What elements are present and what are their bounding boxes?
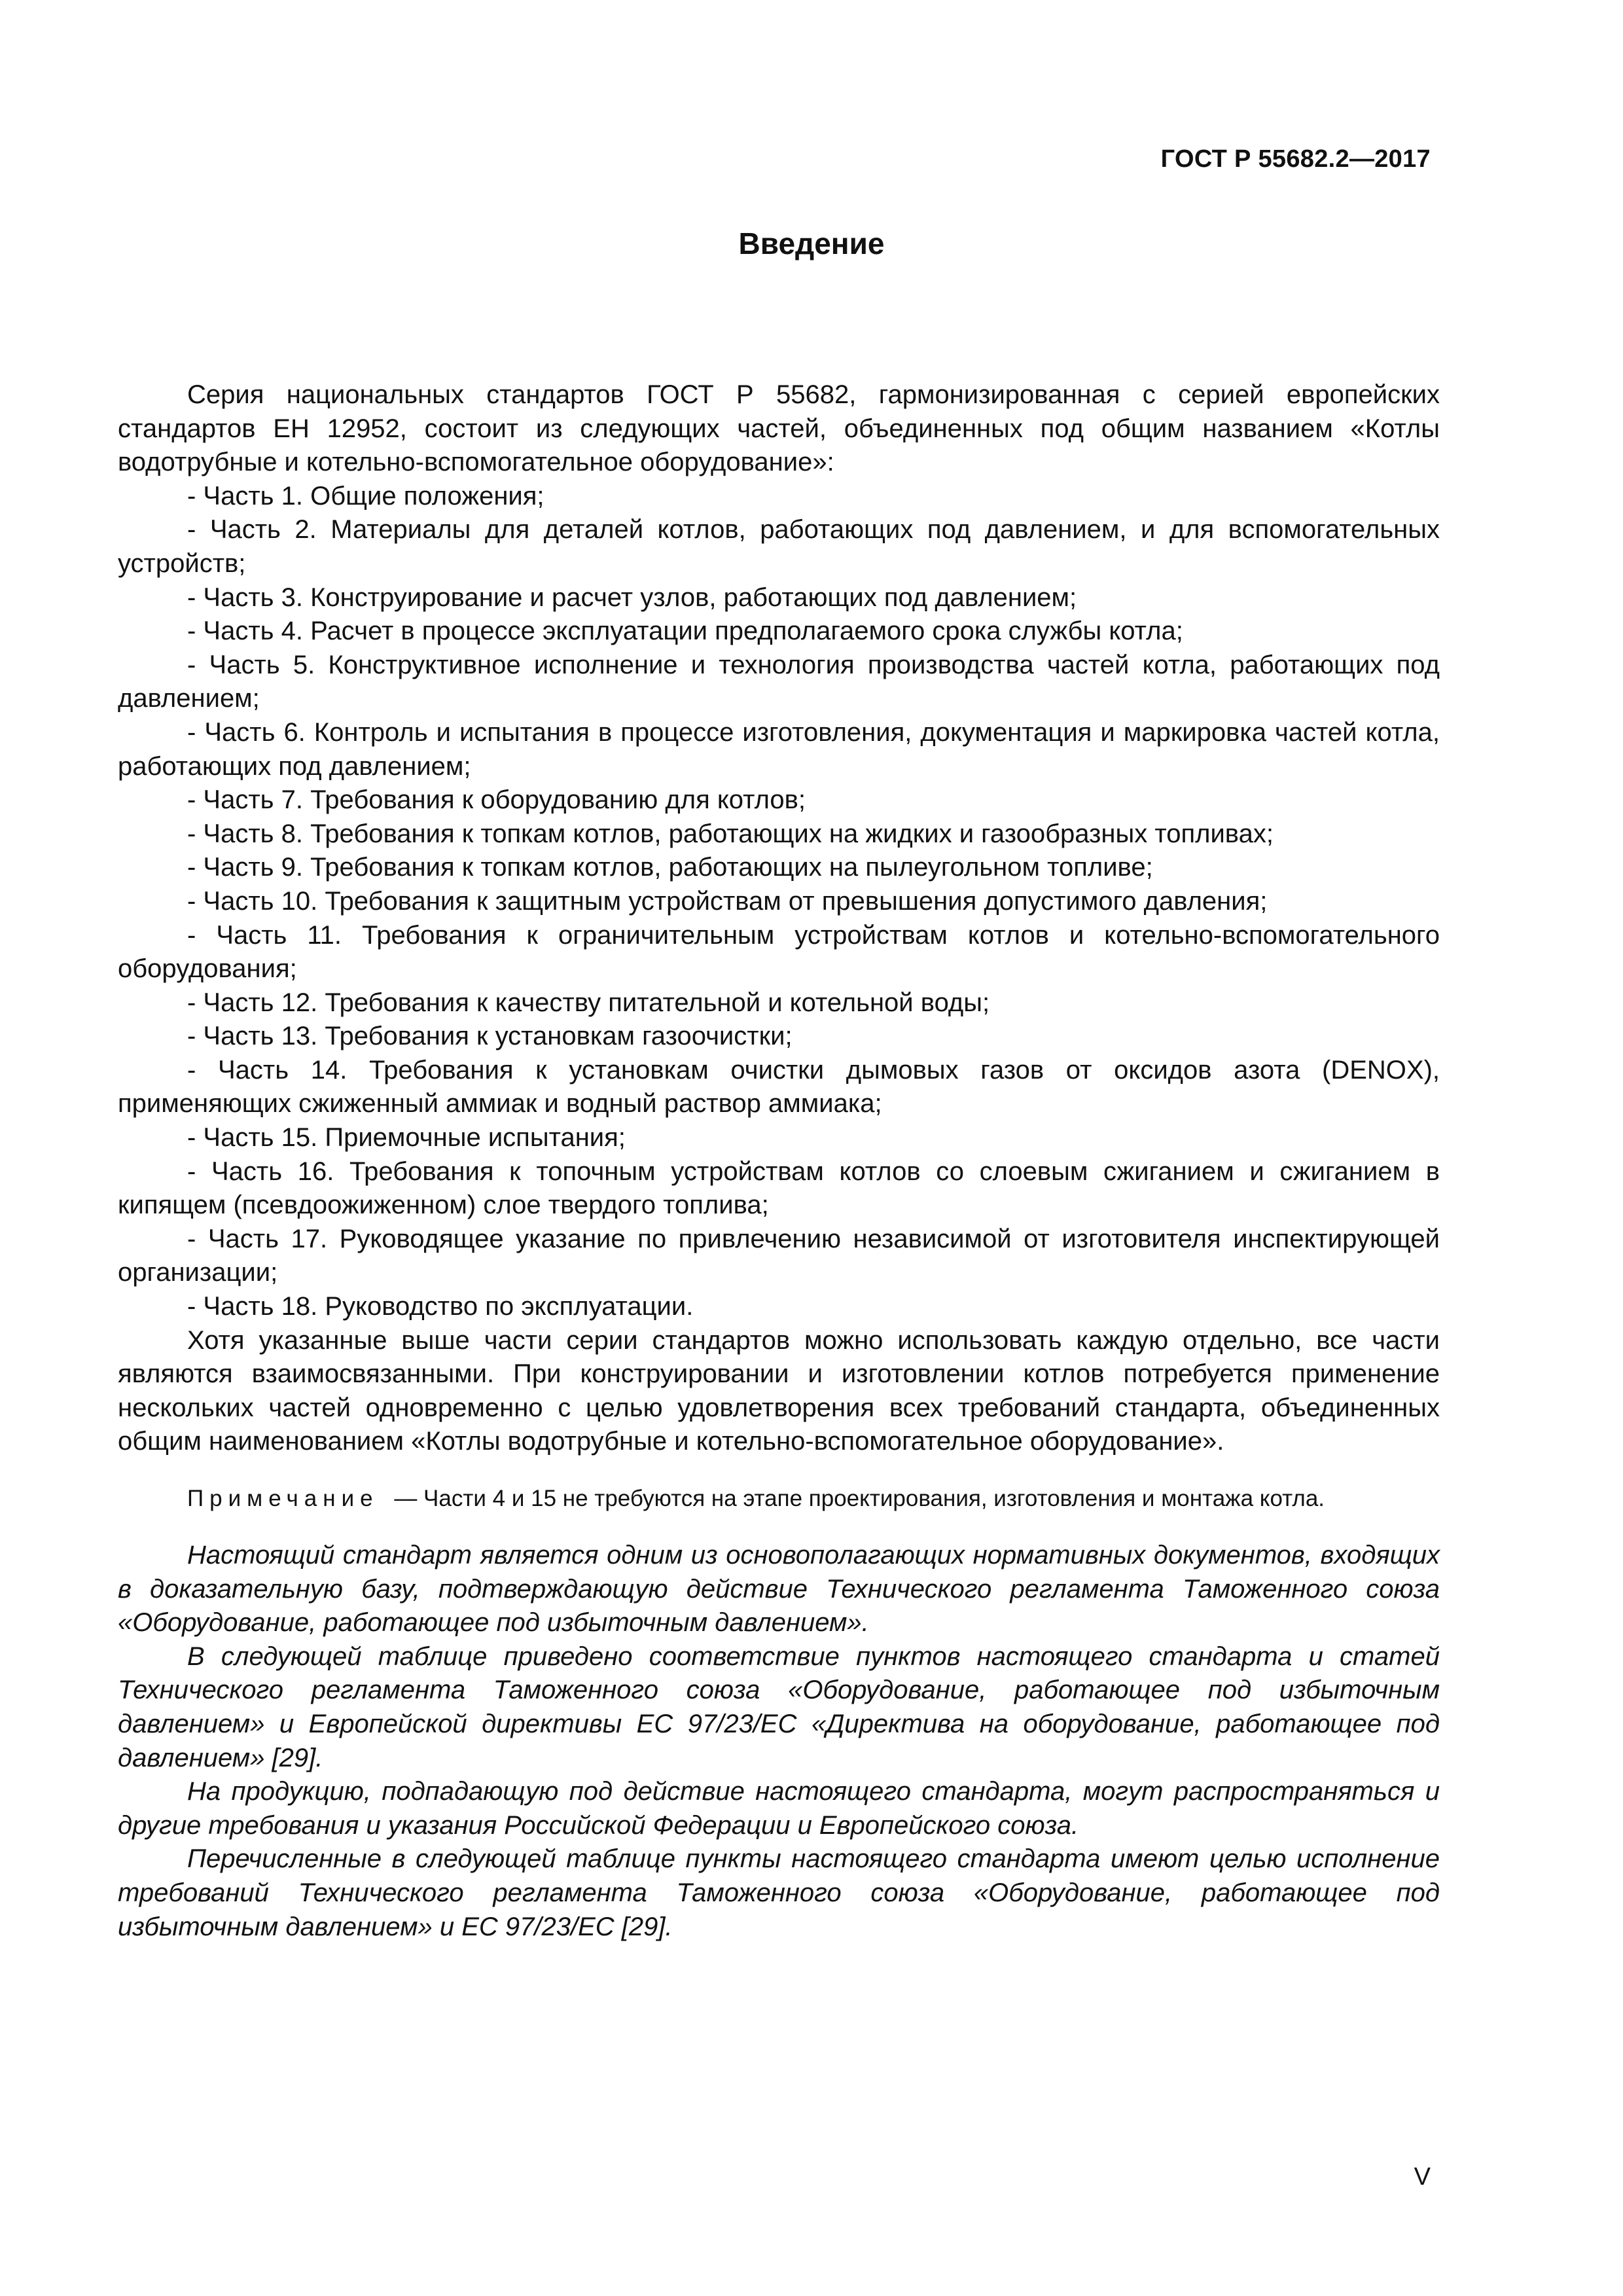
intro-paragraph: Серия национальных стандартов ГОСТ Р 55682, гармонизированная с серией европейских стандартов ЕН 12952, состоит из следующих частей, объединенных под общим названием «Котлы водотрубные и котельно-вспомогательное оборудование»: — [118, 380, 1440, 477]
list-item: - Часть 3. Конструирование и расчет узлов, работающих под давлением; — [187, 583, 1077, 612]
list-item: - Часть 4. Расчет в процессе эксплуатации предполагаемого срока службы котла; — [187, 617, 1183, 646]
parts-list — [118, 480, 1440, 1324]
list-item: - Часть 15. Приемочные испытания; — [187, 1123, 626, 1153]
list-item: - Часть 14. Требования к установкам очистки дымовых газов от оксидов азота (DENOX), применяющих сжиженный аммиак и водный раствор аммиака; — [118, 1055, 1440, 1119]
list-item: - Часть 2. Материалы для деталей котлов, работающих под давлением, и для вспомогательных устройств; — [118, 515, 1440, 578]
list-item: - Часть 7. Требования к оборудованию для котлов; — [187, 785, 806, 815]
italic-paragraph: На продукцию, подпадающую под действие настоящего стандарта, могут распространяться и другие требования и указания Российской Федерации и Европейского союза. — [118, 1777, 1440, 1840]
italic-paragraph: Перечисленные в следующей таблице пункты настоящего стандарта имеют целью исполнение требований Технического регламента Таможенного союза «Оборудование, работающее под избыточным давлением» и ЕС 97/23/ЕС [29]. — [118, 1844, 1440, 1941]
list-item: - Часть 5. Конструктивное исполнение и технология производства частей котла, работающих под давлением; — [118, 650, 1440, 713]
document-code: ГОСТ Р 55682.2—2017 — [1160, 145, 1431, 173]
list-item: - Часть 11. Требования к ограничительным устройствам котлов и котельно-вспомогательного оборудования; — [118, 920, 1440, 984]
italic-section — [118, 1539, 1440, 1944]
italic-paragraph: В следующей таблице приведено соответствие пунктов настоящего стандарта и статей Технического регламента Таможенного союза «Оборудование, работающее под избыточным давлением» и Европейской директивы ЕС 97/23/ЕС «Директива на оборудование, работающее под давлением» [29]. — [118, 1641, 1440, 1772]
note-text: — Части 4 и 15 не требуются на этапе проектирования, изготовления и монтажа котла. — [394, 1486, 1325, 1511]
list-item: - Часть 17. Руководящее указание по привлечению независимой от изготовителя инспектирующей организации; — [118, 1224, 1440, 1287]
conclusion-paragraph: Хотя указанные выше части серии стандартов можно использовать каждую отдельно, все части являются взаимосвязанными. При конструировании и изготовлении котлов потребуется применение нескольких частей одновременно с целью удовлетворения всех требований стандарта, объединенных общим наименованием «Котлы водотрубные и котельно-вспомогательное оборудование». — [118, 1325, 1440, 1456]
list-item: - Часть 8. Требования к топкам котлов, работающих на жидких и газообразных топливах; — [187, 819, 1274, 848]
list-item: - Часть 6. Контроль и испытания в процессе изготовления, документация и маркировка частей котла, работающих под давлением; — [118, 717, 1440, 781]
list-item: - Часть 18. Руководство по эксплуатации. — [187, 1292, 694, 1321]
list-item: - Часть 13. Требования к установкам газоочистки; — [187, 1022, 793, 1051]
list-item: - Часть 12. Требования к качеству питательной и котельной воды; — [187, 988, 990, 1017]
list-item: - Часть 16. Требования к топочным устройствам котлов со слоевым сжиганием и сжиганием в кипящем (псевдоожиженном) слое твердого топлива; — [118, 1157, 1440, 1220]
list-item: - Часть 10. Требования к защитным устройствам от превышения допустимого давления; — [187, 886, 1268, 916]
document-body — [118, 378, 1440, 1944]
italic-paragraph: Настоящий стандарт является одним из основополагающих нормативных документов, входящих в доказательную базу, подтверждающую действие Технического регламента Таможенного союза «Оборудование, работающее под избыточным давлением». — [118, 1541, 1440, 1638]
page-title: Введение — [738, 226, 885, 260]
list-item: - Часть 1. Общие положения; — [187, 481, 544, 511]
note-label: Примечание — [187, 1486, 379, 1511]
list-item: - Часть 9. Требования к топкам котлов, работающих на пылеугольном топливе; — [187, 853, 1153, 882]
page-number: V — [1414, 2163, 1431, 2191]
note — [187, 1484, 1440, 1514]
